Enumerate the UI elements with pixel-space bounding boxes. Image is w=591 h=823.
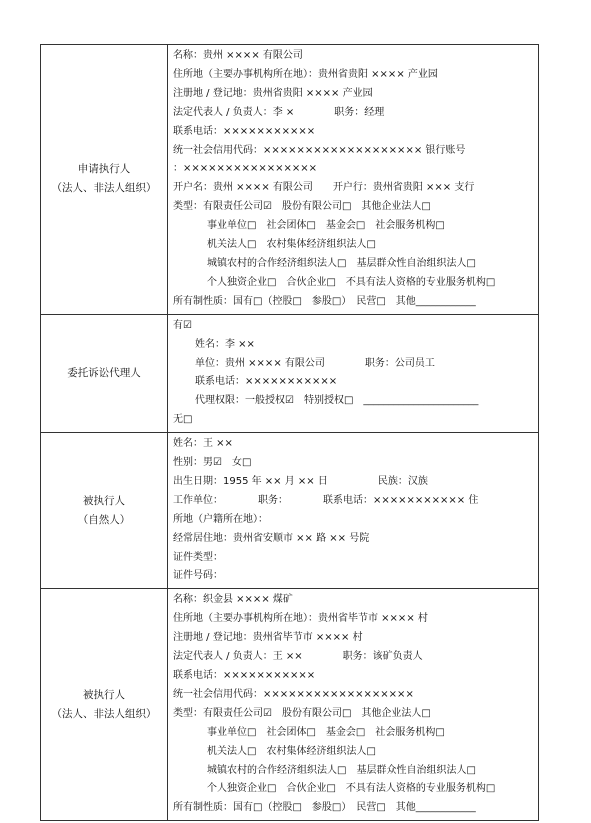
form-field-line: ：×××××××××××××××× xyxy=(173,163,318,175)
section-content xyxy=(168,45,539,315)
form-field-line: 机关法人□ 农村集体经济组织法人□ xyxy=(207,239,376,251)
form-field-line: 注册地 / 登记地：贵州省贵阳 ×××× 产业园 xyxy=(173,87,373,99)
section-label-line: 被执行人 xyxy=(83,494,125,507)
form-field-line: 机关法人□ 农村集体经济组织法人□ xyxy=(207,745,376,757)
form-field-line: 个人独资企业□ 合伙企业□ 不具有法人资格的专业服务机构□ xyxy=(207,783,496,795)
applicant-section xyxy=(41,45,539,315)
section-label-line: （自然人） xyxy=(77,513,131,526)
section-content xyxy=(168,589,539,821)
form-field-line: 出生日期：1955 年 ×× 月 ×× 日 民族：汉族 xyxy=(173,475,428,487)
section-label-line: （法人、非法人组织） xyxy=(51,182,157,195)
form-field-line: 代理权限：一般授权☑ 特别授权□ _______________________ xyxy=(195,395,479,407)
form-field-line: 个人独资企业□ 合伙企业□ 不具有法人资格的专业服务机构□ xyxy=(207,276,496,288)
respondent-person-section xyxy=(41,433,539,589)
form-field-line: 城镇农村的合作经济组织法人□ 基层群众性自治组织法人□ xyxy=(207,764,476,776)
application-form-table xyxy=(40,44,539,821)
section-label-line: 申请执行人 xyxy=(77,163,131,176)
form-field-line: 联系电话：××××××××××× xyxy=(173,670,316,681)
form-field-line: 类型：有限责任公司☑ 股份有限公司□ 其他企业法人□ xyxy=(173,201,431,213)
form-field-line: 证件类型： xyxy=(173,551,223,563)
agent-section xyxy=(41,314,539,432)
section-label xyxy=(41,45,168,315)
section-label xyxy=(41,589,168,821)
form-field-line: 法定代表人 / 负责人：王 ×× 职务：该矿负责人 xyxy=(173,651,423,663)
form-field-line: 事业单位□ 社会团体□ 基金会□ 社会服务机构□ xyxy=(207,726,445,738)
form-field-line: 所有制性质：国有□（控股□ 参股□） 民营□ 其他____________ xyxy=(173,802,476,814)
form-field-line: 联系电话：××××××××××× xyxy=(195,376,338,388)
form-field-line: 有☑ xyxy=(173,319,192,331)
form-field-line: 姓名：王 ×× xyxy=(173,438,233,450)
form-field-line: 性别：男☑ 女□ xyxy=(173,457,252,469)
respondent-org-section xyxy=(41,589,539,821)
form-field-line: 住所地（主要办事机构所在地）：贵州省毕节市 ×××× 村 xyxy=(173,613,428,625)
form-field-line: 单位：贵州 ×××× 有限公司 职务：公司员工 xyxy=(195,357,435,369)
form-field-line: 统一社会信用代码：×××××××××××××××××× xyxy=(173,688,414,700)
section-label-line: （法人、非法人组织） xyxy=(51,707,157,720)
form-field-line: 统一社会信用代码：××××××××××××××××××× 银行账号 xyxy=(173,144,466,156)
form-field-line: 注册地 / 登记地：贵州省毕节市 ×××× 村 xyxy=(173,632,363,644)
form-field-line: 姓名：李 ×× xyxy=(195,338,255,350)
form-field-line: 名称：贵州 ×××× 有限公司 xyxy=(173,50,303,61)
form-field-line: 联系电话：××××××××××× xyxy=(173,125,316,137)
form-field-line: 住所地（主要办事机构所在地）：贵州省贵阳 ×××× 产业园 xyxy=(173,68,438,80)
form-field-line: 城镇农村的合作经济组织法人□ 基层群众性自治组织法人□ xyxy=(207,257,476,269)
form-field-line: 工作单位： 职务： 联系电话：××××××××××× 住 xyxy=(173,494,479,506)
form-field-line: 类型：有限责任公司☑ 股份有限公司□ 其他企业法人□ xyxy=(173,707,431,719)
form-field-line: 无□ xyxy=(173,414,193,426)
form-field-line: 证件号码： xyxy=(173,570,223,582)
section-content xyxy=(168,433,539,589)
section-content xyxy=(168,314,539,432)
section-label-line: 委托诉讼代理人 xyxy=(67,366,141,379)
form-field-line: 经常居住地：贵州省安顺市 ×× 路 ×× 号院 xyxy=(173,532,370,544)
form-field-line: 名称：织金县 ×××× 煤矿 xyxy=(173,594,293,606)
form-field-line: 法定代表人 / 负责人：李 × 职务：经理 xyxy=(173,106,385,118)
form-field-line: 所地（户籍所在地）： xyxy=(173,513,268,525)
section-label xyxy=(41,314,168,432)
form-field-line: 事业单位□ 社会团体□ 基金会□ 社会服务机构□ xyxy=(207,220,445,232)
form-field-line: 所有制性质：国有□（控股□ 参股□） 民营□ 其他____________ xyxy=(173,295,476,307)
form-field-line: 开户名：贵州 ×××× 有限公司 开户行：贵州省贵阳 ××× 支行 xyxy=(173,182,475,194)
section-label-line: 被执行人 xyxy=(83,688,125,701)
section-label xyxy=(41,433,168,589)
